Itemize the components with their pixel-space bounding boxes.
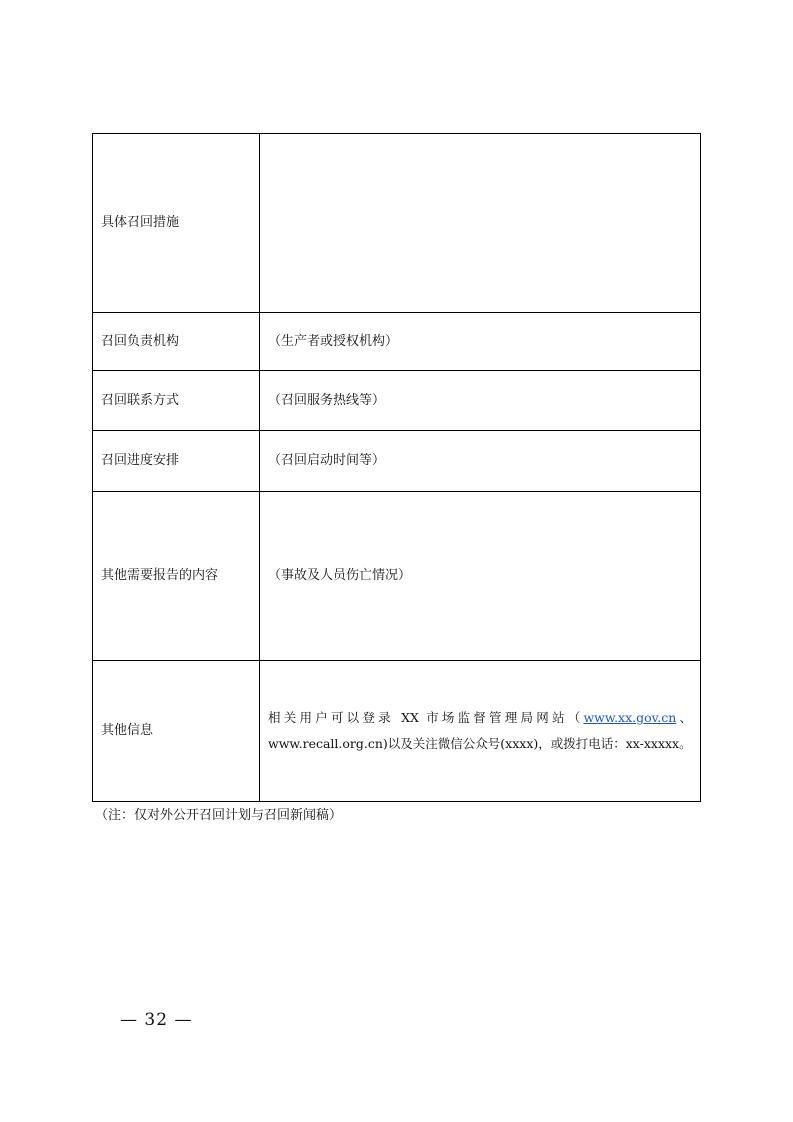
- website-link[interactable]: www.xx.gov.cn: [583, 710, 677, 725]
- row-value-recall-measures: [260, 134, 701, 313]
- table-row: [93, 661, 701, 802]
- row-label-responsible-org: 召回负责机构: [93, 313, 260, 371]
- row-label-other-report: 其他需要报告的内容: [93, 492, 260, 661]
- row-value-responsible-org: （生产者或授权机构）: [260, 313, 701, 371]
- row-label-contact: 召回联系方式: [93, 371, 260, 431]
- table-row: [93, 134, 701, 313]
- other-info-suffix: 、www.recall.org.cn)以及关注微信公众号(xxxx)，或拨打电话：xx-xxxxx。: [268, 710, 692, 751]
- row-label-recall-measures: 具体召回措施: [93, 134, 260, 313]
- row-label-other-info: 其他信息: [93, 661, 260, 802]
- other-info-prefix: 相关用户可以登录 XX 市场监督管理局网站（: [268, 710, 584, 725]
- row-label-schedule: 召回进度安排: [93, 431, 260, 492]
- table-note: （注：仅对外公开召回计划与召回新闻稿）: [95, 808, 343, 823]
- table-row: [93, 313, 701, 371]
- table-row: [93, 371, 701, 431]
- other-info-text: [268, 705, 692, 757]
- row-value-other-report: （事故及人员伤亡情况）: [260, 492, 701, 661]
- page-number: — 32 —: [120, 1010, 193, 1030]
- row-value-contact: （召回服务热线等）: [260, 371, 701, 431]
- table-row: [93, 492, 701, 661]
- row-value-schedule: （召回启动时间等）: [260, 431, 701, 492]
- recall-info-table: [92, 133, 701, 802]
- table-row: [93, 431, 701, 492]
- row-value-other-info: [260, 661, 701, 802]
